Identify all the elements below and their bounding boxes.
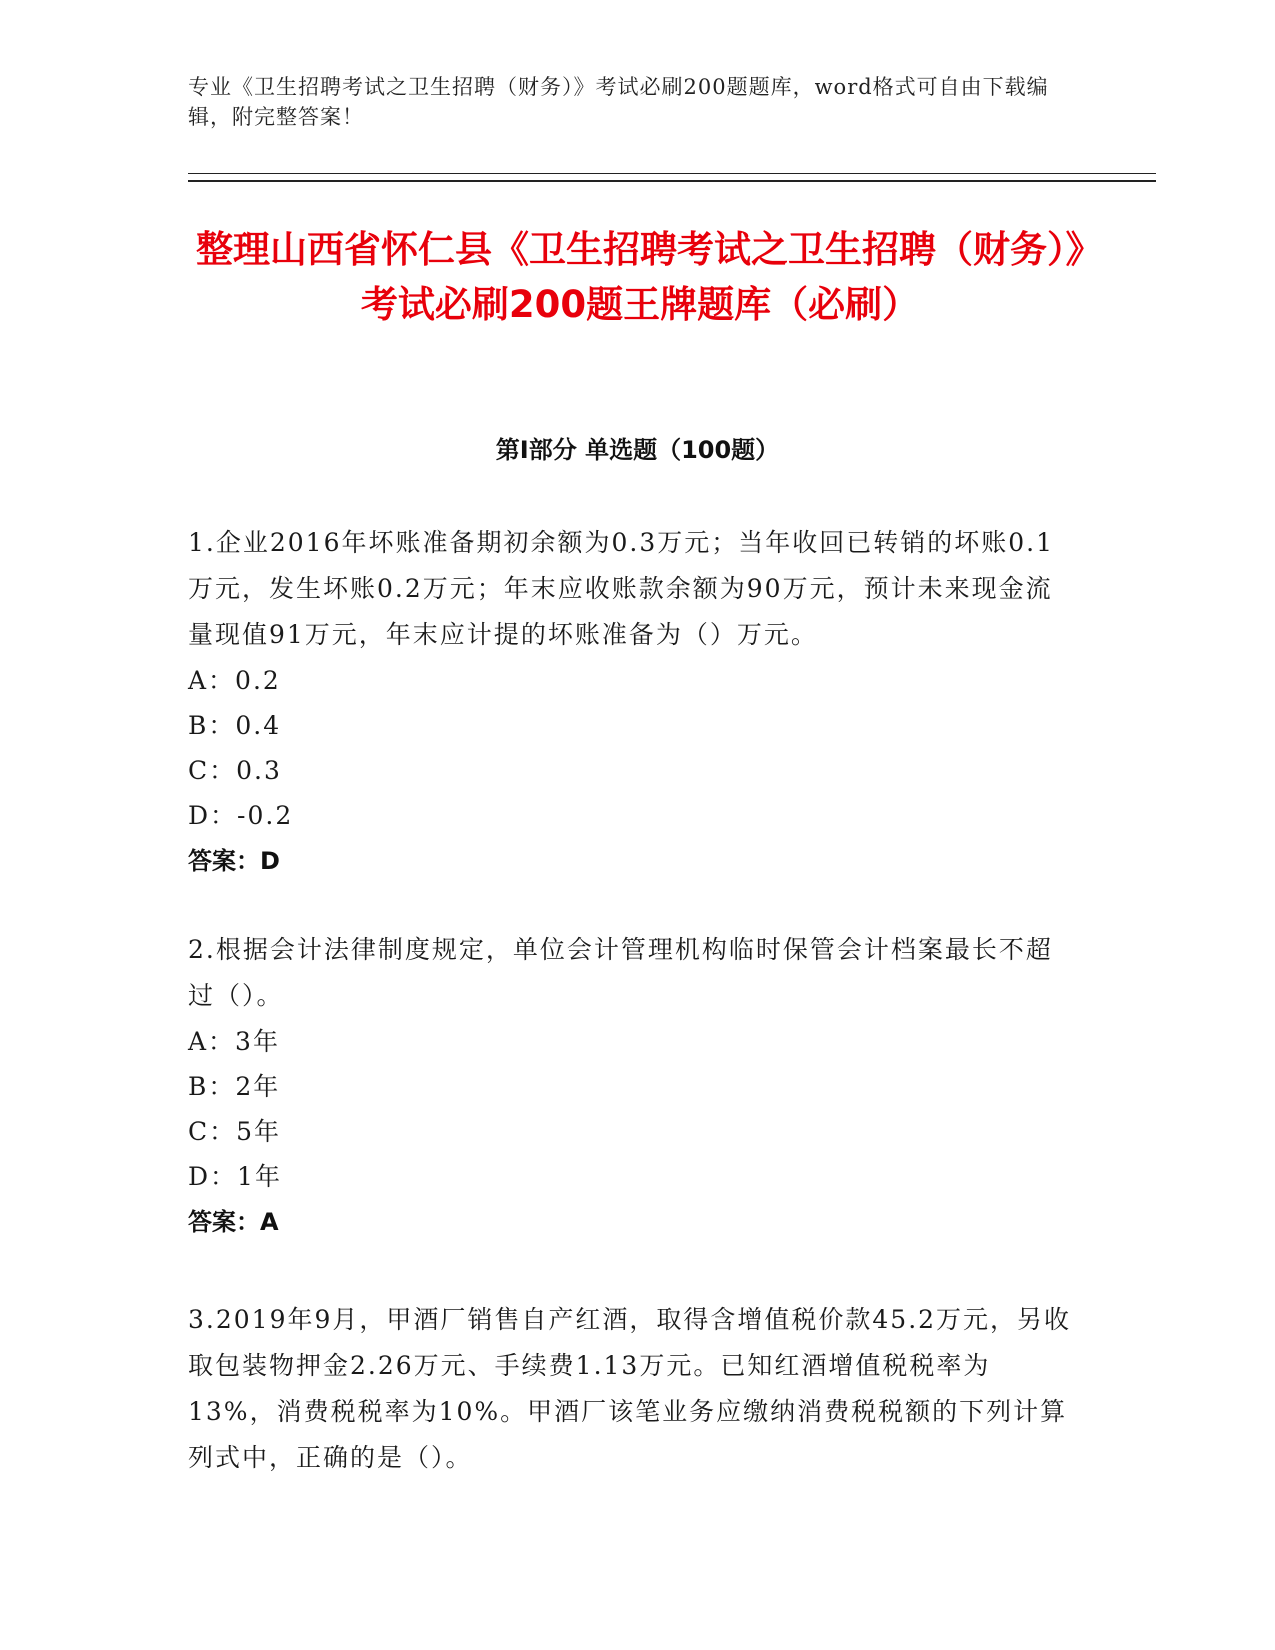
option-b: B：0.4 [188,711,282,740]
question-stem: 1.企业2016年坏账准备期初余额为0.3万元；当年收回已转销的坏账0.1万元，发生坏账0.2万元；年末应收账款余额为90万元，预计未来现金流量现值91万元，年末应计提的坏账准备为（）万元。 [188,528,1054,649]
answer-label: 答案：A [188,1208,279,1236]
section-heading: 第Ⅰ部分 单选题（100题） [495,436,780,464]
option-d: D：1年 [188,1162,282,1191]
question-stem: 2.根据会计法律制度规定，单位会计管理机构临时保管会计档案最长不超过（）。 [188,935,1053,1010]
question-block [188,927,1078,1245]
question-block [188,520,1078,884]
option-c: C：5年 [188,1117,282,1146]
header-divider-thick [188,180,1156,182]
document-title: 整理山西省怀仁县《卫生招聘考试之卫生招聘（财务）》考试必刷200题王牌题库（必刷） [196,228,1084,326]
header-note: 专业《卫生招聘考试之卫生招聘（财务）》考试必刷200题题库，word格式可自由下载编辑，附完整答案！ [188,75,1049,129]
option-d: D：-0.2 [188,801,294,830]
option-a: A：3年 [188,1027,280,1056]
option-c: C：0.3 [188,756,282,785]
question-block [188,1297,1078,1481]
answer-label: 答案：D [188,847,280,875]
question-stem: 3.2019年9月，甲酒厂销售自产红酒，取得含增值税价款45.2万元，另收取包装物押金2.26万元、手续费1.13万元。已知红酒增值税税率为13%，消费税税率为10%。甲酒厂该笔业务应缴纳消费税税额的下列计算列式中，正确的是（）。 [188,1305,1072,1472]
option-a: A：0.2 [188,666,281,695]
header-divider-thin [188,173,1156,174]
option-b: B：2年 [188,1072,281,1101]
